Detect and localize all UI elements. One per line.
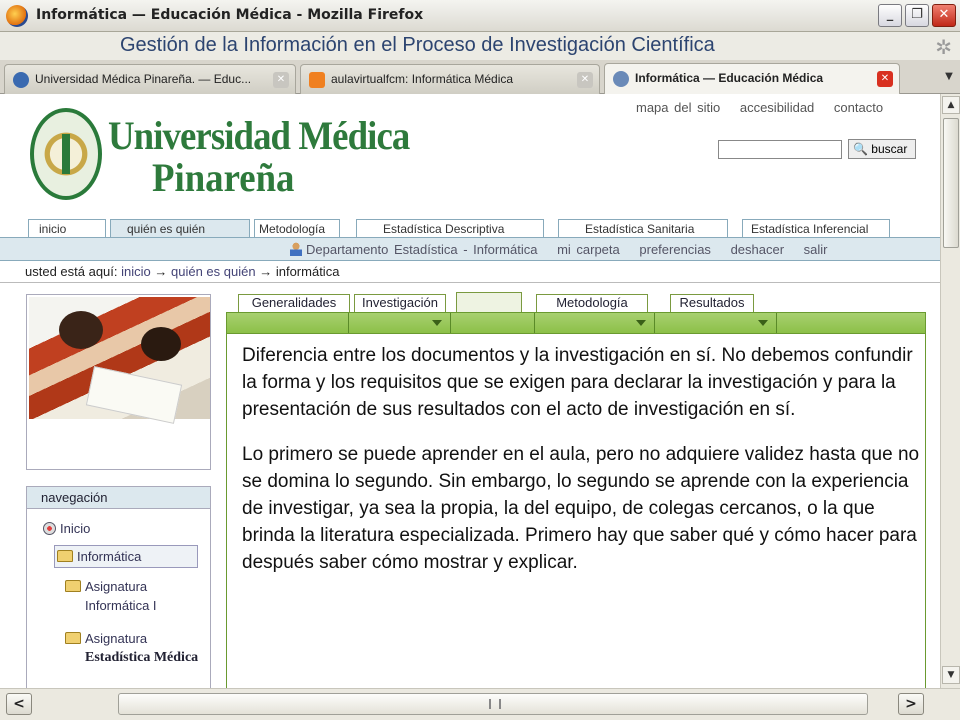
- logo-text-line2[interactable]: Pinareña: [152, 155, 295, 200]
- content-panel: [226, 334, 926, 688]
- tab-inicio[interactable]: inicio: [28, 219, 106, 239]
- my-folder-link[interactable]: mi carpeta: [557, 242, 620, 257]
- nav-item-label: Asignatura: [85, 631, 148, 646]
- tab-close-icon[interactable]: ✕: [273, 72, 289, 88]
- site-actions: [636, 100, 897, 115]
- students-photo: [29, 297, 210, 419]
- user-department-label: Departamento Estadística - Informática: [306, 242, 538, 257]
- throbber-icon: ✲: [935, 35, 952, 59]
- navigation-header: navegación: [27, 487, 210, 509]
- nav-item-asignatura-informatica[interactable]: [65, 579, 157, 613]
- minimize-button[interactable]: _: [878, 4, 902, 27]
- scroll-thumb[interactable]: [943, 118, 959, 248]
- slide-title: Gestión de la Información en el Proceso de Investigación Científica: [120, 34, 715, 56]
- tab-close-icon[interactable]: ✕: [877, 71, 893, 87]
- nav-item-inicio[interactable]: [43, 521, 90, 536]
- nav-item-asignatura-estadistica[interactable]: [65, 631, 198, 666]
- tab-resultados[interactable]: Resultados: [670, 294, 754, 312]
- firefox-icon: [6, 5, 28, 27]
- breadcrumb-item-current: informática: [275, 264, 340, 279]
- window-titlebar: [0, 0, 960, 32]
- page-icon: [613, 71, 629, 87]
- search-icon: 🔍: [853, 142, 868, 156]
- horizontal-scrollbar[interactable]: [0, 688, 960, 720]
- contact-link[interactable]: contacto: [833, 100, 884, 115]
- browser-tab-bar: [0, 60, 960, 94]
- undo-link[interactable]: deshacer: [730, 242, 785, 257]
- sitemap-link[interactable]: mapa del sitio: [636, 100, 721, 115]
- content-subnav-bar: [226, 312, 926, 334]
- breadcrumb-separator: →: [154, 264, 168, 279]
- nav-item-label: Asignatura: [85, 579, 148, 594]
- photo-portlet: [26, 294, 211, 470]
- subnav-segment[interactable]: [535, 313, 655, 333]
- navigation-portlet: [26, 486, 211, 688]
- vertical-scrollbar[interactable]: [940, 94, 960, 688]
- nav-item-informatica[interactable]: [54, 545, 198, 568]
- logout-link[interactable]: salir: [803, 242, 828, 257]
- horizontal-scroll-thumb[interactable]: [118, 693, 868, 715]
- tab-estadistica-inferencial[interactable]: Estadística Inferencial: [742, 219, 890, 239]
- tab-list-dropdown-icon[interactable]: ▼: [945, 71, 953, 82]
- nav-item-sublabel: Estadística Médica: [85, 650, 199, 665]
- chevron-down-icon: [432, 320, 442, 326]
- browser-tab-3[interactable]: [604, 63, 900, 95]
- subnav-segment[interactable]: [227, 313, 349, 333]
- tab-estadistica-descriptiva[interactable]: Estadística Descriptiva: [356, 219, 544, 239]
- tab-estadistica-sanitaria[interactable]: Estadística Sanitaria: [558, 219, 728, 239]
- folder-icon: [57, 550, 73, 562]
- scroll-up-icon[interactable]: ▲: [942, 96, 960, 114]
- breadcrumb-separator: →: [259, 264, 273, 279]
- divider: [0, 282, 940, 283]
- scroll-right-icon[interactable]: >: [898, 693, 924, 715]
- content-tabs: [226, 292, 926, 312]
- close-button[interactable]: ✕: [932, 4, 956, 27]
- tab-metodologia[interactable]: Metodología: [254, 219, 340, 239]
- preferences-link[interactable]: preferencias: [639, 242, 711, 257]
- search-input[interactable]: [718, 140, 842, 159]
- content-body: [242, 342, 922, 594]
- content-paragraph-1: Diferencia entre los documentos y la investigación en sí. No debemos confundir la forma y los requisitos que se exigen para declarar la investigación y para la presentación de sus resultados con el acto de investigación en sí.: [242, 345, 913, 420]
- browser-tab-2[interactable]: [300, 64, 600, 94]
- tab-investigacion[interactable]: Investigación: [354, 294, 446, 312]
- scroll-left-icon[interactable]: <: [6, 693, 32, 715]
- subnav-segment[interactable]: [655, 313, 777, 333]
- scroll-down-icon[interactable]: ▼: [942, 666, 960, 684]
- home-icon: [43, 522, 56, 535]
- nav-item-label: Informática: [77, 549, 142, 564]
- page-icon: [13, 72, 29, 88]
- nav-item-sublabel: Informática I: [85, 598, 157, 613]
- subnav-segment[interactable]: [451, 313, 535, 333]
- moodle-icon: [309, 72, 325, 88]
- personal-tools-bar: [0, 237, 940, 261]
- browser-tab-label: Universidad Médica Pinareña. — Educ...: [35, 72, 252, 86]
- tab-blank[interactable]: [456, 292, 522, 312]
- slide-title-bar: [0, 32, 960, 60]
- breadcrumb-item-quien-es-quien[interactable]: quién es quién: [171, 264, 256, 279]
- content-paragraph-2: Lo primero se puede aprender en el aula, pero no adquiere validez hasta que no se domina lo segundo. Sin embargo, lo segundo se aprende con la experiencia de investigar, ya sea la propia, la del equipo, de colegas cercanos, o la que brinda la literatura especializada. Primero hay que saber qué y cómo hacer para después saber cómo mostrar y explicar.: [242, 444, 920, 573]
- accessibility-link[interactable]: accesibilidad: [739, 100, 815, 115]
- browser-tab-label: Informática — Educación Médica: [635, 71, 824, 85]
- logo-text-line1[interactable]: Universidad Médica: [108, 113, 410, 158]
- nav-item-label: Inicio: [60, 521, 91, 536]
- folder-icon: [65, 580, 81, 592]
- tab-generalidades[interactable]: Generalidades: [238, 294, 350, 312]
- tab-metodologia-content[interactable]: Metodología: [536, 294, 648, 312]
- folder-icon: [65, 632, 81, 644]
- user-icon: [290, 242, 302, 256]
- subnav-segment[interactable]: [349, 313, 451, 333]
- maximize-button[interactable]: ❐: [905, 4, 929, 27]
- chevron-down-icon: [636, 320, 646, 326]
- browser-tab-1[interactable]: [4, 64, 296, 94]
- chevron-down-icon: [758, 320, 768, 326]
- university-seal-logo[interactable]: [30, 108, 102, 200]
- tab-close-icon[interactable]: ✕: [577, 72, 593, 88]
- breadcrumb-prefix: usted está aquí:: [25, 264, 118, 279]
- search-button[interactable]: [848, 139, 916, 159]
- tab-quien-es-quien[interactable]: quién es quién: [110, 219, 250, 239]
- page-viewport: [0, 94, 940, 688]
- browser-tab-label: aulavirtualfcm: Informática Médica: [331, 72, 514, 86]
- user-department-link[interactable]: [290, 242, 537, 257]
- breadcrumb: [25, 264, 339, 279]
- window-title: Informática — Educación Médica - Mozilla Firefox: [36, 7, 424, 23]
- search-button-label: buscar: [871, 142, 908, 156]
- portal-tabs: [0, 219, 940, 239]
- breadcrumb-item-inicio[interactable]: inicio: [121, 264, 151, 279]
